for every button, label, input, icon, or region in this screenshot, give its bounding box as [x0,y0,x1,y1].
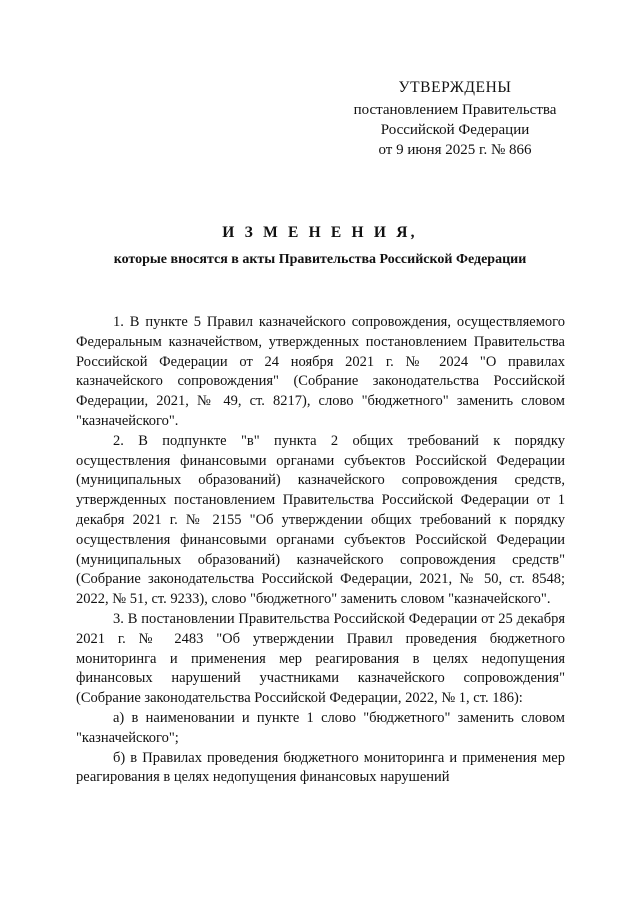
approval-line-3: от 9 июня 2025 г. № 866 [378,142,532,158]
paragraph-1: 1. В пункте 5 Правил казначейского сопровождения, осуществляемого Федеральным казначейством, утвержденных постановлением Правительства Российской Федерации от 24 ноября 2021 г. № 2024 "О правилах казначейского сопровождения" (Собрание законодательства Российской Федерации, 2021, № 49, ст. 8217), слово "бюджетного" заменить словом "казначейского". [76,314,565,429]
approval-line-2: Российской Федерации [380,122,530,138]
document-subtitle: которые вносятся в акты Правительства Российской Федерации [113,252,527,267]
paragraph-3: 3. В постановлении Правительства Российской Федерации от 25 декабря 2021 г. № 2483 "Об утверждении Правил проведения бюджетного мониторинга и применения мер реагирования в целях недопущения финансовых нарушений участниками казначейского сопровождения" (Собрание законодательства Российской Федерации, 2022, № 1, ст. 186): [76,610,565,707]
paragraph-3b: б) в Правилах проведения бюджетного мониторинга и применения мер реагирования в целях недопущения финансовых нарушений [76,749,565,786]
approval-line-1: постановлением Правительства [353,102,557,118]
paragraph-2: 2. В подпункте "в" пункта 2 общих требований к порядку осуществления финансовыми органами субъектов Российской Федерации (муниципальных образований) казначейского сопровождения средств, утвержденных постановлением Правительства Российской Федерации от 1 декабря 2021 г. № 2155 "Об утверждении общих требований к порядку осуществления финансовыми органами субъектов Российской Федерации (муниципальных образований) казначейского сопровождения средств" (Собрание законодательства Российской Федерации, 2021, № 50, ст. 8548; 2022, № 51, ст. 9233), слово "бюджетного" заменить словом "казначейского". [76,432,565,608]
paragraph-3a: а) в наименовании и пункте 1 слово "бюджетного" заменить словом "казначейского"; [76,709,565,746]
document-body [76,313,565,788]
approval-heading: УТВЕРЖДЕНЫ [398,79,512,96]
document-title: И З М Е Н Е Н И Я, [222,224,418,241]
approval-block [350,78,560,160]
